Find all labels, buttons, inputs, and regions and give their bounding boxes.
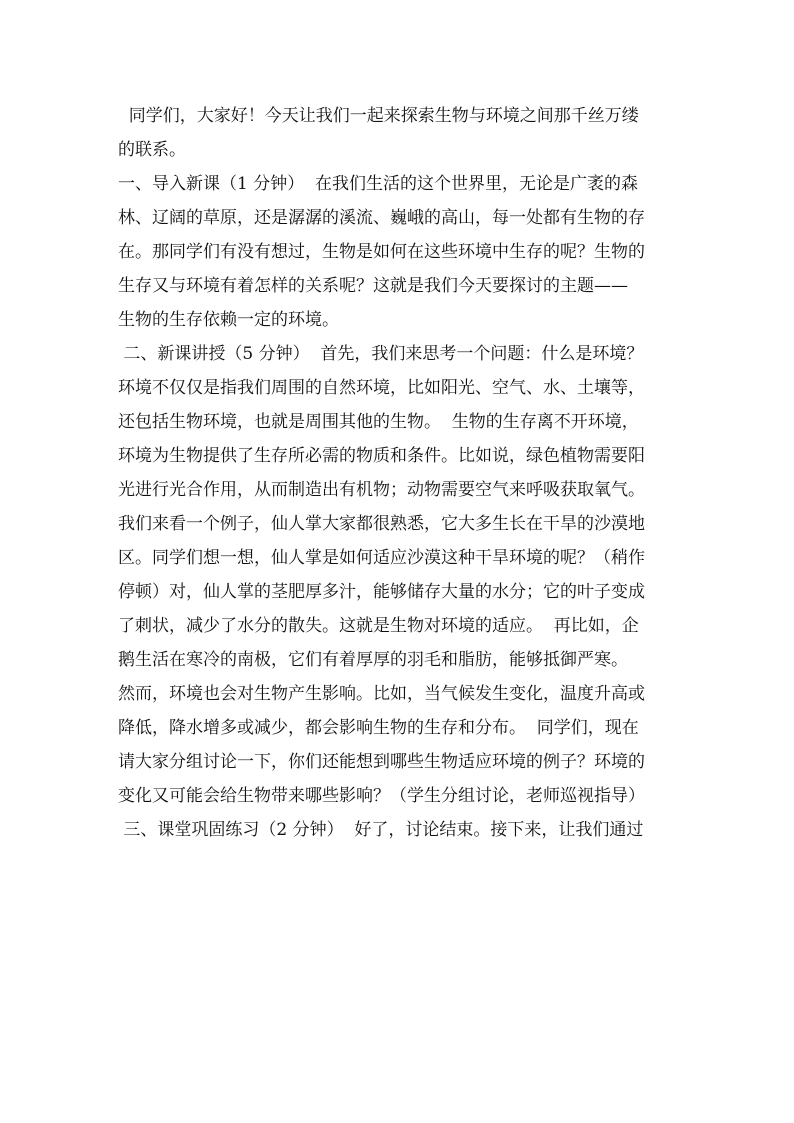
text-line: 请大家分组讨论一下，你们还能想到哪些生物适应环境的例子？环境的	[118, 752, 645, 772]
text-line: 环境为生物提供了生存所必需的物质和条件。比如说，绿色植物需要阳	[118, 446, 645, 466]
text-line: 鹅生活在寒冷的南极，它们有着厚厚的羽毛和脂肪，能够抵御严寒。	[118, 650, 628, 670]
text-line: 停顿）对，仙人掌的茎肥厚多汁，能够储存大量的水分；它的叶子变成	[118, 582, 645, 602]
text-line: 生存又与环境有着怎样的关系呢？这就是我们今天要探讨的主题——	[118, 276, 628, 296]
text-line: 变化又可能会给生物带来哪些影响？（学生分组讨论，老师巡视指导）	[118, 786, 645, 806]
text-line: 还包括生物环境，也就是周围其他的生物。 生物的生存离不开环境，	[118, 412, 639, 432]
text-line: 我们来看一个例子，仙人掌大家都很熟悉，它大多生长在干旱的沙漠地	[118, 514, 645, 534]
text-line: 区。同学们想一想，仙人掌是如何适应沙漠这种干旱环境的呢？（稍作	[118, 548, 645, 568]
text-line: 在。那同学们有没有想过，生物是如何在这些环境中生存的呢？生物的	[118, 242, 645, 262]
text-line: 生物的生存依赖一定的环境。	[118, 310, 339, 330]
text-line: 一、导入新课（1 分钟） 在我们生活的这个世界里，无论是广袤的森	[118, 174, 639, 194]
document-body	[118, 99, 698, 847]
text-line: 二、新课讲授（5 分钟） 首先，我们来思考一个问题：什么是环境？	[118, 344, 644, 364]
text-line: 光进行光合作用，从而制造出有机物；动物需要空气来呼吸获取氧气。	[118, 480, 645, 500]
text-line: 降低，降水增多或减少，都会影响生物的生存和分布。 同学们，现在	[118, 718, 639, 738]
text-line: 然而，环境也会对生物产生影响。比如，当气候发生变化，温度升高或	[118, 684, 645, 704]
text-line: 的联系。	[118, 140, 186, 160]
text-line: 林、辽阔的草原，还是潺潺的溪流、巍峨的高山，每一处都有生物的存	[118, 208, 645, 228]
text-line: 了刺状，减少了水分的散失。这就是生物对环境的适应。 再比如，企	[118, 616, 639, 636]
text-line: 同学们，大家好！今天让我们一起来探索生物与环境之间那千丝万缕	[118, 106, 639, 126]
text-line: 环境不仅仅是指我们周围的自然环境，比如阳光、空气、水、土壤等，	[118, 378, 645, 398]
text-line: 三、课堂巩固练习（2 分钟） 好了，讨论结束。接下来，让我们通过	[118, 820, 644, 840]
